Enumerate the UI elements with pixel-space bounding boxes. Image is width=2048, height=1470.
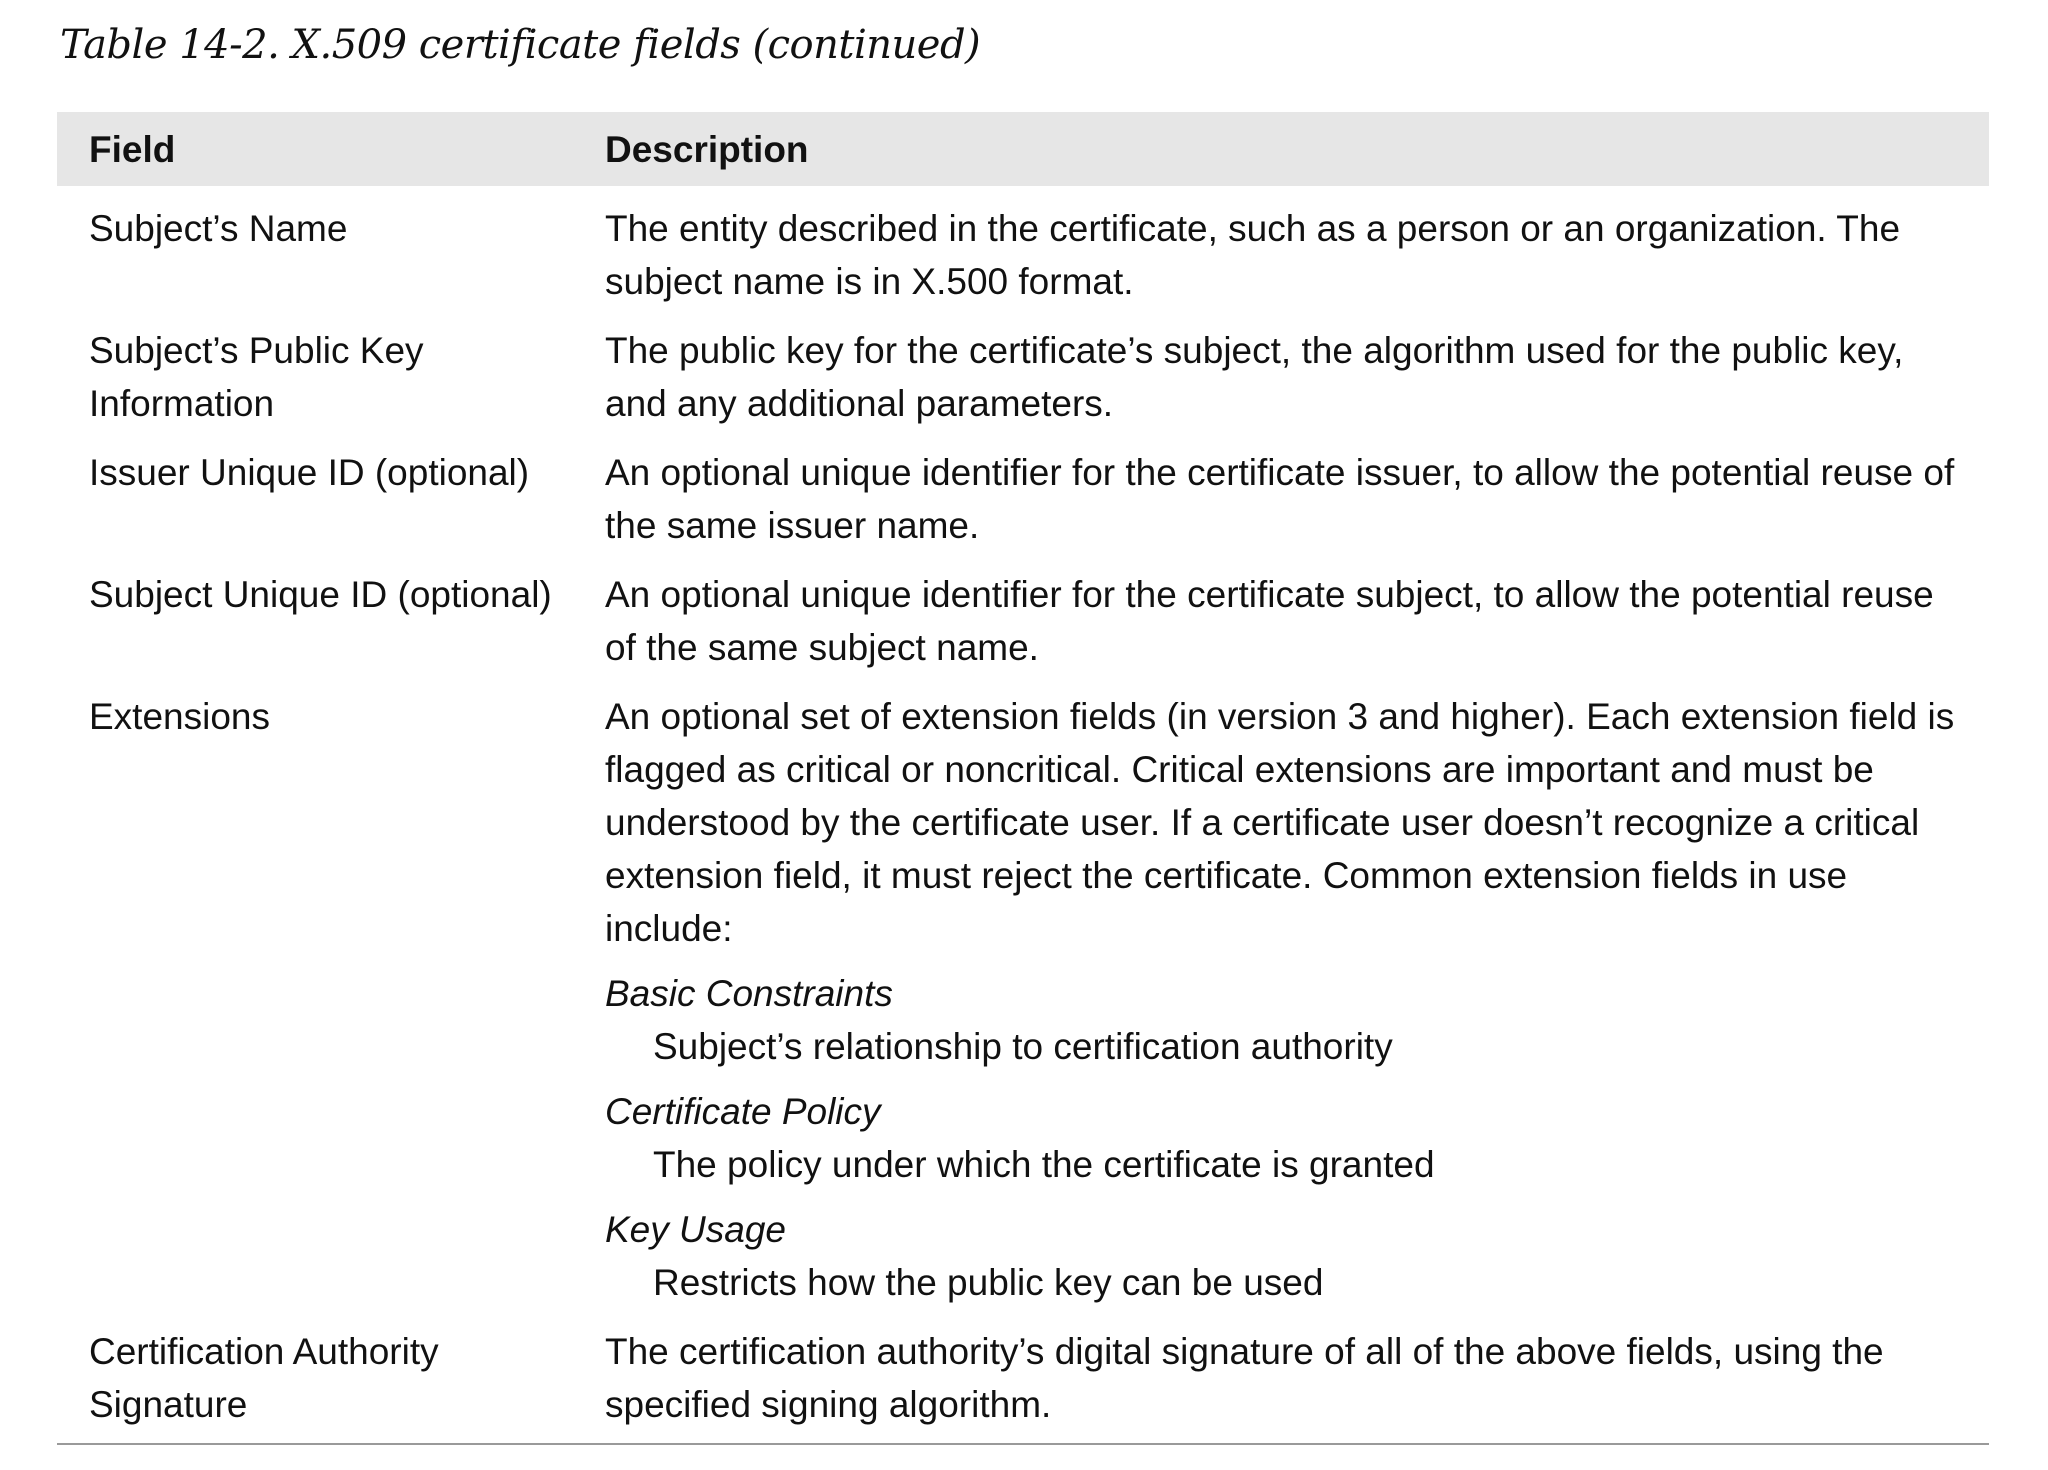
field-cell: Issuer Unique ID (optional) bbox=[89, 452, 530, 493]
extension-definition: The policy under which the certificate is granted bbox=[653, 1144, 1435, 1185]
header-description: Description bbox=[605, 128, 809, 170]
table-header-row bbox=[57, 112, 1989, 186]
table-row bbox=[57, 690, 1989, 1309]
description-cell bbox=[605, 690, 1989, 1309]
description-cell: The certification authority’s digital signature of all of the above fields, using the specified signing algorithm. bbox=[605, 1331, 1884, 1425]
table-row bbox=[57, 324, 1989, 430]
description-cell: An optional unique identifier for the certificate issuer, to allow the potential reuse of the same issuer name. bbox=[605, 452, 1955, 546]
description-cell: The entity described in the certificate, such as a person or an organization. The subject name is in X.500 format. bbox=[605, 208, 1901, 302]
field-cell: Certification Authority Signature bbox=[89, 1331, 439, 1425]
table-caption: Table 14-2. X.509 certificate fields (continued) bbox=[60, 22, 981, 68]
extension-definition: Subject’s relationship to certification authority bbox=[653, 1026, 1393, 1067]
certificate-fields-table bbox=[57, 112, 1989, 1445]
header-field: Field bbox=[89, 128, 176, 170]
description-cell: An optional unique identifier for the certificate subject, to allow the potential reuse of the same subject name. bbox=[605, 574, 1934, 668]
table-row bbox=[57, 446, 1989, 552]
field-cell: Subject’s Public Key Information bbox=[89, 330, 424, 424]
field-cell: Subject Unique ID (optional) bbox=[89, 574, 552, 615]
table-row bbox=[57, 568, 1989, 674]
description-cell: The public key for the certificate’s subject, the algorithm used for the public key, and any additional parameters. bbox=[605, 330, 1904, 424]
table-row bbox=[57, 1325, 1989, 1431]
extension-term: Basic Constraints bbox=[605, 973, 893, 1014]
field-cell: Subject’s Name bbox=[89, 208, 348, 249]
field-cell: Extensions bbox=[89, 696, 270, 737]
table-row bbox=[57, 202, 1989, 308]
extensions-intro: An optional set of extension fields (in version 3 and higher). Each extension field is flagged as critical or noncritical. Critical extensions are important and must be understood by the certificate user. If a certificate user doesn’t recognize a critical extension field, it must reject the certificate. Common extension fields in use include: bbox=[605, 696, 1955, 949]
extension-term: Certificate Policy bbox=[605, 1091, 881, 1132]
extension-definition: Restricts how the public key can be used bbox=[653, 1262, 1324, 1303]
extension-term: Key Usage bbox=[605, 1209, 786, 1250]
